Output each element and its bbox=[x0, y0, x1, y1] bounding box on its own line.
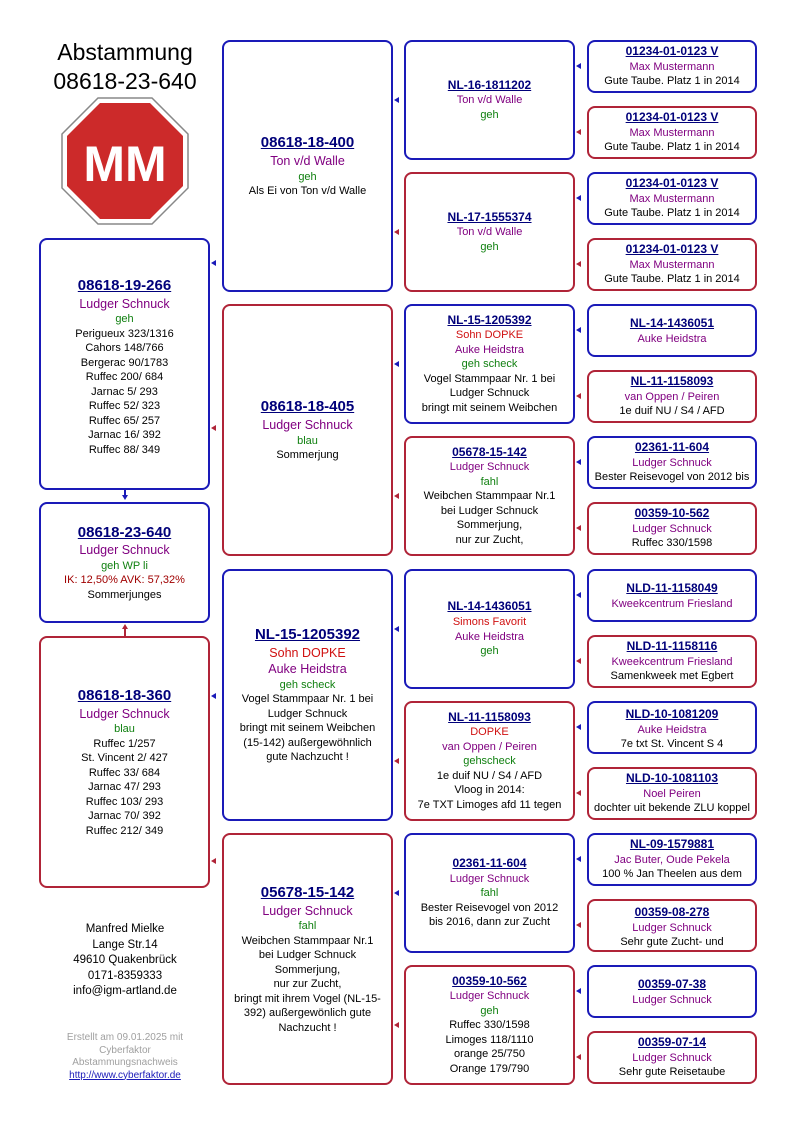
subject-inbreeding: IK: 12,50% AVK: 57,32% bbox=[64, 574, 185, 587]
ff-note: Als Ei von Ton v/d Walle bbox=[248, 185, 367, 198]
ggp-1-color: geh bbox=[480, 108, 499, 121]
connector-mother-subject bbox=[124, 628, 126, 636]
gggp-card-3 bbox=[587, 172, 757, 225]
gggp-15-ring-id[interactable]: 00359-07-38 bbox=[637, 977, 707, 991]
gggp-card-10 bbox=[587, 635, 757, 688]
gggp-card-5 bbox=[587, 304, 757, 357]
ggp-7-note: Bester Reisevogel von 2012 bis 2016, dann zur Zucht bbox=[420, 901, 559, 929]
arrow-left-icon bbox=[394, 229, 399, 235]
father-results: Perigueux 323/1316 Cahors 148/766 Bergerac 90/1783 Ruffec 200/ 684 Jarnac 5/ 293 Ruffec 52/ 323 Ruffec 65/ 257 Jarnac 16/ 392 Ruffec 88/ 349 bbox=[75, 327, 174, 456]
arrow-left-icon bbox=[394, 626, 399, 632]
gggp-card-15 bbox=[587, 965, 757, 1018]
gggp-2-name: Max Mustermann bbox=[629, 126, 715, 139]
gggp-16-note: Sehr gute Reisetaube bbox=[618, 1066, 726, 1079]
ggp-7-name: Ludger Schnuck bbox=[449, 872, 530, 885]
gggp-7-name: Ludger Schnuck bbox=[632, 456, 712, 469]
mf-color: geh scheck bbox=[279, 678, 336, 691]
gggp-11-note: 7e txt St. Vincent S 4 bbox=[620, 738, 724, 751]
mm-ring-id[interactable]: 05678-15-142 bbox=[260, 883, 355, 901]
gggp-4-name: Max Mustermann bbox=[629, 258, 715, 271]
gggp-1-note: Gute Taube. Platz 1 in 2014 bbox=[604, 75, 740, 88]
ff-name: Ton v/d Walle bbox=[270, 154, 345, 169]
ggp-8-color: geh bbox=[480, 1004, 499, 1017]
ggp-5-ring-id[interactable]: NL-14-1436051 bbox=[447, 599, 532, 614]
gggp-card-4 bbox=[587, 238, 757, 291]
mother-results: Ruffec 1/257 St. Vincent 2/ 427 Ruffec 33/ 684 Jarnac 47/ 293 Ruffec 103/ 293 Jarnac 70/ 392 Ruffec 212/ 349 bbox=[81, 737, 168, 837]
ff-ring-id[interactable]: 08618-18-400 bbox=[260, 134, 355, 152]
ggp-5-color: geh bbox=[480, 645, 499, 658]
gggp-6-ring-id[interactable]: NL-11-1158093 bbox=[630, 374, 714, 389]
gggp-2-ring-id[interactable]: 01234-01-0123 V bbox=[625, 110, 719, 125]
gggp-card-8 bbox=[587, 502, 757, 555]
ggp-6-name1: DOPKE bbox=[470, 726, 509, 739]
ggp-7-color: fahl bbox=[480, 887, 499, 900]
gggp-14-ring-id[interactable]: 00359-08-278 bbox=[634, 905, 710, 919]
gggp-8-name: Ludger Schnuck bbox=[632, 522, 712, 535]
ggp-card-1 bbox=[404, 40, 575, 160]
gggp-12-ring-id[interactable]: NLD-10-1081103 bbox=[625, 771, 719, 786]
logo-text: MM bbox=[83, 136, 167, 192]
gggp-card-13 bbox=[587, 833, 757, 886]
ggp-2-name: Ton v/d Walle bbox=[456, 226, 523, 239]
footer-credit bbox=[30, 1032, 220, 1082]
arrow-left-icon bbox=[576, 63, 581, 69]
gggp-2-note: Gute Taube. Platz 1 in 2014 bbox=[604, 141, 740, 154]
ggp-card-2 bbox=[404, 172, 575, 292]
arrow-left-icon bbox=[576, 856, 581, 862]
ggp-8-name: Ludger Schnuck bbox=[449, 990, 530, 1003]
arrow-left-icon bbox=[394, 97, 399, 103]
gggp-9-ring-id[interactable]: NLD-11-1158049 bbox=[626, 581, 718, 595]
gggp-3-ring-id[interactable]: 01234-01-0123 V bbox=[625, 176, 719, 191]
fm-ring-id[interactable]: 08618-18-405 bbox=[260, 398, 355, 416]
mother-card bbox=[39, 636, 210, 888]
arrow-left-icon bbox=[576, 1054, 581, 1060]
gggp-10-name: Kweekcentrum Friesland bbox=[611, 655, 733, 668]
grandparent-fm-card bbox=[222, 304, 393, 556]
arrow-left-icon bbox=[576, 988, 581, 994]
subject-color: geh WP li bbox=[101, 559, 148, 572]
gggp-6-name: van Oppen / Peiren bbox=[624, 390, 720, 403]
ggp-card-6 bbox=[404, 701, 575, 821]
arrow-left-icon bbox=[211, 693, 216, 699]
arrow-left-icon bbox=[576, 658, 581, 664]
father-ring-id[interactable]: 08618-19-266 bbox=[77, 277, 172, 294]
mm-note: Weibchen Stammpaar Nr.1 bei Ludger Schnuck Sommerjung, nur zur Zucht, bringt mit ihrem Vogel (NL-15- 392) außergewönlich gute Nachzucht ! bbox=[234, 934, 381, 1034]
ggp-card-7 bbox=[404, 833, 575, 953]
mother-ring-id[interactable]: 08618-18-360 bbox=[77, 686, 172, 704]
ggp-3-name1: Sohn DOPKE bbox=[455, 329, 524, 342]
ggp-4-ring-id[interactable]: 05678-15-142 bbox=[452, 444, 527, 459]
grandparent-ff-card bbox=[222, 40, 393, 292]
gggp-13-ring-id[interactable]: NL-09-1579881 bbox=[629, 837, 715, 852]
ggp-6-ring-id[interactable]: NL-11-1158093 bbox=[448, 709, 531, 724]
mf-name1: Sohn DOPKE bbox=[269, 645, 346, 660]
ggp-6-color: gehscheck bbox=[463, 755, 516, 768]
ggp-card-3 bbox=[404, 304, 575, 424]
arrow-left-icon bbox=[576, 195, 581, 201]
gggp-card-6 bbox=[587, 370, 757, 423]
title-ring-number: 08618-23-640 bbox=[53, 68, 197, 94]
gggp-card-12 bbox=[587, 767, 757, 820]
gggp-4-note: Gute Taube. Platz 1 in 2014 bbox=[604, 273, 740, 286]
stop-sign-logo bbox=[60, 96, 190, 226]
ggp-4-color: fahl bbox=[480, 475, 499, 488]
gggp-card-14 bbox=[587, 899, 757, 952]
father-owner: Ludger Schnuck bbox=[79, 296, 170, 311]
mother-color: blau bbox=[114, 723, 135, 736]
father-color: geh bbox=[115, 313, 134, 326]
ggp-card-4 bbox=[404, 436, 575, 556]
arrow-left-icon bbox=[211, 425, 216, 431]
mother-owner: Ludger Schnuck bbox=[79, 706, 170, 721]
gggp-16-name: Ludger Schnuck bbox=[632, 1051, 712, 1064]
ggp-6-note: 1e duif NU / S4 / AFD Vloog in 2014: 7e TXT Limoges afd 11 tegen bbox=[417, 769, 562, 811]
subject-note: Sommerjunges bbox=[87, 588, 162, 601]
arrow-left-icon bbox=[394, 890, 399, 896]
gggp-1-ring-id[interactable]: 01234-01-0123 V bbox=[625, 44, 719, 59]
ggp-3-ring-id[interactable]: NL-15-1205392 bbox=[447, 312, 532, 327]
arrow-left-icon bbox=[394, 361, 399, 367]
gggp-14-note: Sehr gute Zucht- und bbox=[620, 936, 724, 949]
grandparent-mm-card bbox=[222, 833, 393, 1085]
gggp-card-16 bbox=[587, 1031, 757, 1084]
arrow-left-icon bbox=[576, 525, 581, 531]
arrow-left-icon bbox=[576, 393, 581, 399]
footer-text: Erstellt am 09.01.2025 mit Cyberfaktor Abstammungsnachweis bbox=[66, 1032, 184, 1068]
ggp-4-note: Weibchen Stammpaar Nr.1 bei Ludger Schnuck Sommerjung, nur zur Zucht, bbox=[423, 490, 556, 546]
arrow-down-icon bbox=[122, 495, 128, 500]
gggp-3-note: Gute Taube. Platz 1 in 2014 bbox=[604, 207, 740, 220]
gggp-8-note: Ruffec 330/1598 bbox=[631, 537, 713, 550]
mm-color: fahl bbox=[298, 920, 317, 933]
gggp-5-name: Auke Heidstra bbox=[637, 332, 707, 345]
arrow-left-icon bbox=[576, 922, 581, 928]
subject-owner: Ludger Schnuck bbox=[79, 543, 170, 558]
gggp-16-ring-id[interactable]: 00359-07-14 bbox=[637, 1035, 707, 1050]
ggp-2-color: geh bbox=[480, 240, 499, 253]
ggp-7-ring-id[interactable]: 02361-11-604 bbox=[452, 856, 527, 871]
gggp-8-ring-id[interactable]: 00359-10-562 bbox=[634, 506, 710, 521]
arrow-left-icon bbox=[576, 327, 581, 333]
arrow-left-icon bbox=[576, 261, 581, 267]
fm-note: Sommerjung bbox=[276, 449, 339, 462]
gggp-5-ring-id[interactable]: NL-14-1436051 bbox=[629, 316, 715, 330]
footer-link[interactable]: http://www.cyberfaktor.de bbox=[69, 1069, 181, 1081]
gggp-10-note: Samenkweek met Egbert bbox=[610, 670, 734, 683]
page-title bbox=[30, 38, 220, 96]
ggp-card-5 bbox=[404, 569, 575, 689]
subject-ring-id[interactable]: 08618-23-640 bbox=[77, 523, 172, 541]
gggp-1-name: Max Mustermann bbox=[629, 60, 715, 73]
gggp-15-name: Ludger Schnuck bbox=[632, 993, 712, 1006]
gggp-card-2 bbox=[587, 106, 757, 159]
ggp-3-note: Vogel Stammpaar Nr. 1 bei Ludger Schnuck bringt mit seinem Weibchen bbox=[421, 372, 558, 414]
mm-name: Ludger Schnuck bbox=[262, 903, 353, 918]
ggp-1-name: Ton v/d Walle bbox=[456, 94, 523, 107]
ff-color: geh bbox=[298, 170, 317, 183]
arrow-left-icon bbox=[394, 758, 399, 764]
arrow-left-icon bbox=[211, 260, 216, 266]
gggp-11-ring-id[interactable]: NLD-10-1081209 bbox=[625, 707, 719, 721]
arrow-left-icon bbox=[576, 459, 581, 465]
ggp-3-color: geh scheck bbox=[461, 358, 518, 371]
gggp-6-note: 1e duif NU / S4 / AFD bbox=[619, 405, 725, 418]
mf-ring-id[interactable]: NL-15-1205392 bbox=[254, 626, 361, 644]
ggp-8-note: Ruffec 330/1598 Limoges 118/1110 orange 25/750 Orange 179/790 bbox=[445, 1019, 534, 1075]
fm-name: Ludger Schnuck bbox=[262, 418, 353, 433]
ggp-3-name2: Auke Heidstra bbox=[454, 343, 525, 356]
gggp-14-name: Ludger Schnuck bbox=[632, 921, 712, 934]
gggp-13-note: 100 % Jan Theelen aus dem bbox=[602, 868, 742, 881]
arrow-left-icon bbox=[211, 858, 216, 864]
ggp-2-ring-id[interactable]: NL-17-1555374 bbox=[447, 209, 532, 224]
mf-note: Vogel Stammpaar Nr. 1 bei Ludger Schnuck bringt mit seinem Weibchen (15-142) außergewöhnlich gute Nachzucht ! bbox=[239, 693, 376, 764]
arrow-left-icon bbox=[576, 129, 581, 135]
gggp-7-ring-id[interactable]: 02361-11-604 bbox=[634, 440, 710, 455]
ggp-1-ring-id[interactable]: NL-16-1811202 bbox=[447, 77, 532, 92]
gggp-10-ring-id[interactable]: NLD-11-1158116 bbox=[626, 639, 718, 654]
father-card bbox=[39, 238, 210, 490]
gggp-card-1 bbox=[587, 40, 757, 93]
ggp-4-name: Ludger Schnuck bbox=[449, 461, 530, 474]
ggp-8-ring-id[interactable]: 00359-10-562 bbox=[452, 973, 527, 988]
mf-name2: Auke Heidstra bbox=[268, 662, 347, 677]
gggp-13-name: Jac Buter, Oude Pekela bbox=[614, 853, 730, 866]
title-heading: Abstammung bbox=[57, 39, 193, 65]
fm-color: blau bbox=[297, 434, 318, 447]
gggp-card-7 bbox=[587, 436, 757, 489]
ggp-6-name2: van Oppen / Peiren bbox=[442, 740, 537, 753]
arrow-left-icon bbox=[394, 1022, 399, 1028]
ggp-card-8 bbox=[404, 965, 575, 1085]
subject-card bbox=[39, 502, 210, 623]
arrow-left-icon bbox=[576, 724, 581, 730]
arrow-left-icon bbox=[576, 790, 581, 796]
arrow-left-icon bbox=[576, 592, 581, 598]
gggp-12-name: Noel Peiren bbox=[643, 787, 701, 800]
gggp-11-name: Auke Heidstra bbox=[637, 723, 707, 736]
breeder-contact: Manfred Mielke Lange Str.14 49610 Quakenbrück 0171-8359333 info@igm-artland.de bbox=[73, 923, 177, 997]
gggp-4-ring-id[interactable]: 01234-01-0123 V bbox=[625, 242, 719, 257]
gggp-9-name: Kweekcentrum Friesland bbox=[611, 597, 733, 610]
gggp-12-note: dochter uit bekende ZLU koppel bbox=[594, 802, 750, 815]
grandparent-mf-card bbox=[222, 569, 393, 821]
ggp-5-name2: Auke Heidstra bbox=[454, 630, 525, 643]
gggp-card-9 bbox=[587, 569, 757, 622]
gggp-3-name: Max Mustermann bbox=[629, 192, 715, 205]
ggp-5-name1: Simons Favorit bbox=[452, 616, 527, 629]
gggp-card-11 bbox=[587, 701, 757, 754]
gggp-7-note: Bester Reisevogel von 2012 bis bbox=[594, 471, 750, 484]
arrow-left-icon bbox=[394, 493, 399, 499]
